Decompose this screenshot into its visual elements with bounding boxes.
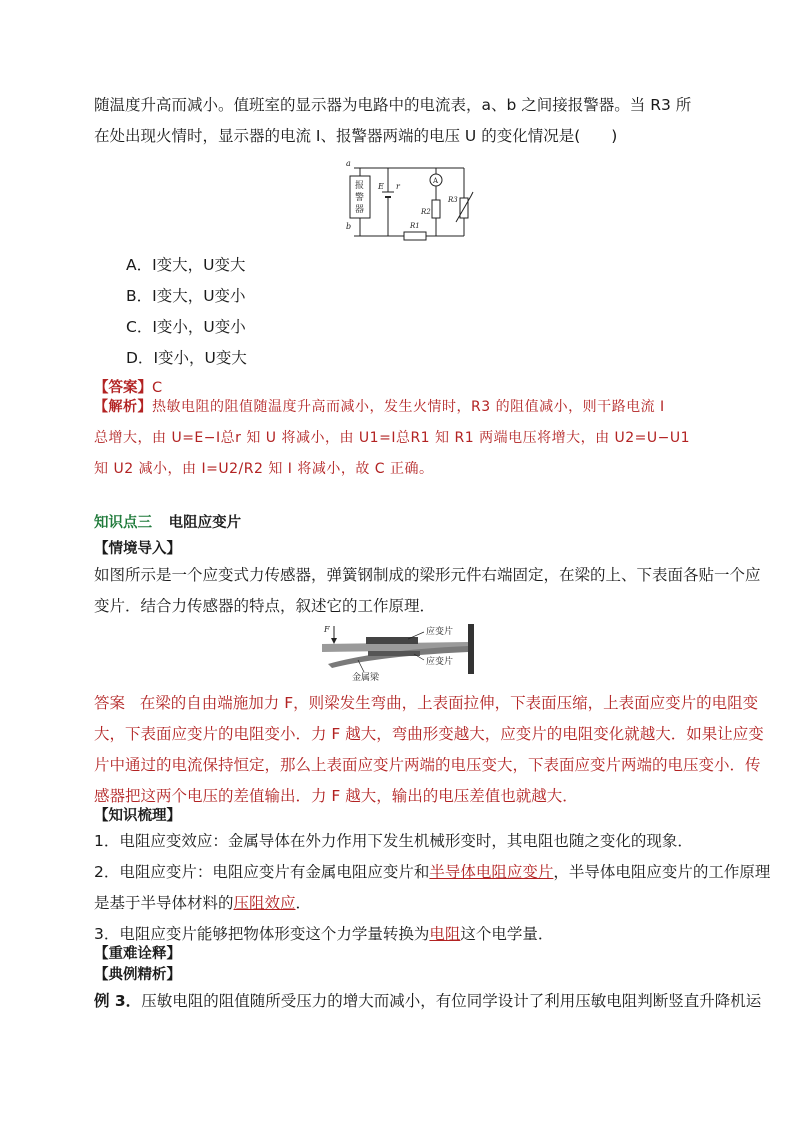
- circuit-label-r: r: [396, 182, 400, 191]
- knowledge-item-2-b: ，半导体电阻应变片的工作原理: [553, 863, 771, 881]
- option-c-text: I变小，U变小: [152, 318, 246, 336]
- knowledge-item-3-underline: 电阻: [429, 925, 461, 943]
- answer-value: C: [152, 380, 163, 396]
- option-d: [126, 346, 247, 368]
- answer-text-line-1: 在梁的自由端施加力 F，则梁发生弯曲，上表面拉伸，下表面压缩，上表面应变片的电阻变: [139, 694, 759, 712]
- key-label-1: 【重难诠释】: [94, 946, 181, 962]
- option-a: [126, 253, 246, 275]
- scenario-line-1: 如图所示是一个应变式力传感器，弹簧钢制成的梁形元件右端固定，在梁的上、下表面各贴一个应: [94, 566, 761, 584]
- answer-paragraph: [94, 688, 764, 812]
- option-a-text: I变大，U变大: [152, 256, 246, 274]
- circuit-label-alarm-2: 警: [355, 193, 365, 203]
- question-line-1: 随温度升高而减小。值班室的显示器为电路中的电流表，a、b 之间接报警器。当 R3 所: [94, 96, 692, 114]
- circuit-diagram: [344, 156, 474, 242]
- option-b-text: I变大，U变小: [152, 287, 246, 305]
- question-line-2: 在处出现火情时，显示器的电流 I、报警器两端的电压 U 的变化情况是( ): [94, 127, 618, 145]
- answer-text-line-4: 感器把这两个电压的差值输出．力 F 越大，输出的电压差值也就越大．: [94, 787, 578, 805]
- example-text: 压敏电阻的阻值随所受压力的增大而减小，有位同学设计了利用压敏电阻判断竖直升降机运: [141, 992, 762, 1010]
- analysis-line-1: 热敏电阻的阻值随温度升高而减小，发生火情时，R3 的阻值减小，则干路电流 I: [152, 399, 665, 415]
- answer-text-line-2: 大，下表面应变片的电阻变小．力 F 越大，弯曲形变越大，应变片的电阻变化就越大．如果让应变: [94, 725, 764, 743]
- question-text: [94, 90, 706, 152]
- circuit-label-ammeter: A: [433, 177, 439, 185]
- strain-gauge-figure: [318, 620, 478, 682]
- knowledge-label: 【知识梳理】: [94, 808, 181, 824]
- option-c-letter: C．: [126, 318, 153, 336]
- scenario-line-2: 变片．结合力传感器的特点，叙述它的工作原理．: [94, 597, 436, 615]
- knowledge-item-3-b: 这个电学量．: [460, 925, 554, 943]
- option-d-letter: D．: [126, 349, 154, 367]
- circuit-label-E: E: [378, 182, 384, 191]
- analysis-line-2: 总增大，由 U=E−I总r 知 U 将减小，由 U1=I总R1 知 R1 两端电压将增大，由 U2=U−U1: [94, 430, 691, 446]
- option-d-text: I变小，U变大: [153, 349, 247, 367]
- figure-label-bottom-gauge: 应变片: [426, 657, 454, 667]
- circuit-label-a: a: [346, 159, 351, 168]
- section-name: 电阻应变片: [168, 515, 242, 531]
- circuit-label-R3: R3: [448, 196, 458, 204]
- option-b-letter: B．: [126, 287, 153, 305]
- analysis-line-3: 知 U2 减小，由 I=U2/R2 知 I 将减小，故 C 正确。: [94, 461, 434, 477]
- scenario-label: 【情境导入】: [94, 541, 181, 557]
- circuit-label-R2: R2: [421, 208, 431, 216]
- section-heading: [94, 511, 241, 532]
- circuit-label-R1: R1: [410, 222, 420, 230]
- circuit-label-b: b: [346, 222, 352, 231]
- scenario-text: [94, 560, 761, 622]
- knowledge-item-2-c: 是基于半导体材料的: [94, 894, 234, 912]
- figure-label-beam: 金属梁: [352, 673, 380, 682]
- knowledge-item-1: 1．电阻应变效应：金属导体在外力作用下发生机械形变时，其电阻也随之变化的现象．: [94, 832, 693, 850]
- knowledge-item-2-d: ．: [295, 894, 312, 912]
- example-label: 例 3．: [94, 992, 142, 1010]
- knowledge-item-2: [94, 857, 771, 888]
- knowledge-item-2-a: 2．电阻应变片：电阻应变片有金属电阻应变片和: [94, 863, 430, 881]
- figure-label-top-gauge: 应变片: [426, 627, 454, 637]
- knowledge-item-2-underline: 半导体电阻应变片: [429, 863, 554, 881]
- circuit-label-alarm-3: 器: [355, 205, 365, 215]
- analysis-block: [94, 392, 714, 485]
- option-b: [126, 284, 246, 306]
- option-a-letter: A．: [126, 256, 153, 274]
- knowledge-item-3: [94, 919, 706, 950]
- key-label-2: 【典例精析】: [94, 967, 181, 983]
- answer-text-label: 答案: [94, 694, 126, 712]
- answer-text-line-3: 片中通过的电流保持恒定，那么上表面应变片两端的电压变大，下表面应变片两端的电压变小．传: [94, 756, 761, 774]
- knowledge-text: [94, 826, 771, 950]
- answer-label: 【答案】: [94, 380, 152, 396]
- analysis-label: 【解析】: [94, 399, 152, 415]
- option-c: [126, 315, 246, 337]
- figure-label-F: F: [324, 625, 330, 634]
- knowledge-item-2-underline-2: 压阻效应: [233, 894, 296, 912]
- circuit-label-alarm-1: 报: [355, 181, 365, 191]
- example-line: [94, 986, 762, 1017]
- knowledge-item-3-a: 3．电阻应变片能够把物体形变这个力学量转换为: [94, 925, 430, 943]
- knowledge-item-2-cont: [94, 888, 706, 919]
- section-title: 知识点三: [94, 515, 152, 531]
